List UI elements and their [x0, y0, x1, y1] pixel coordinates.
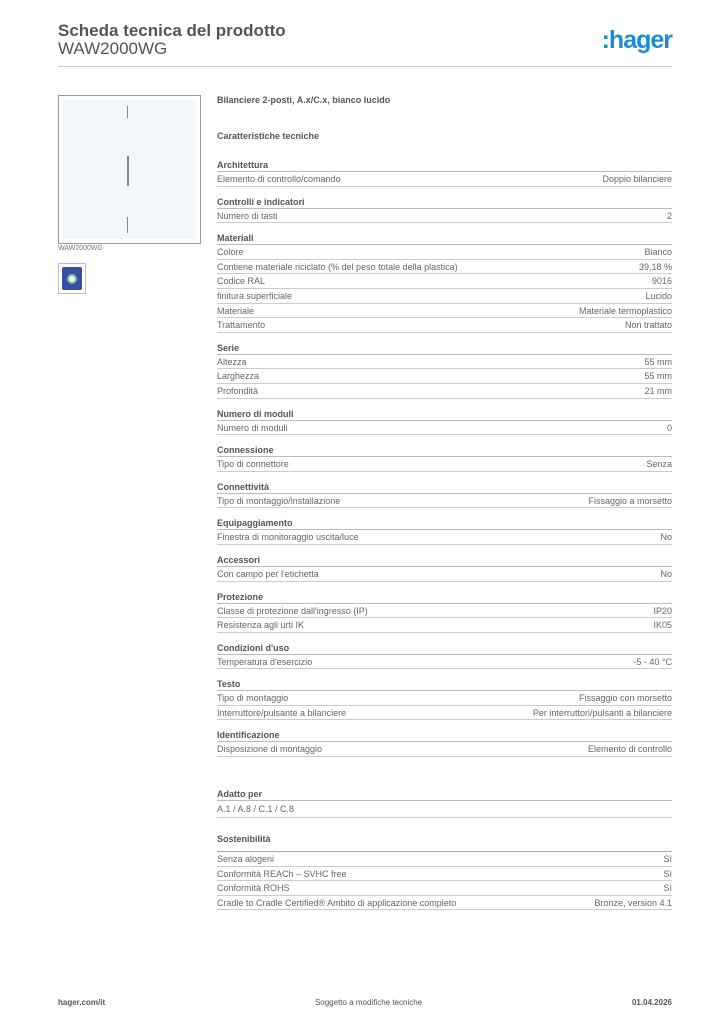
- spec-label: Classe di protezione dall'ingresso (IP): [217, 605, 368, 616]
- suitable-value: A.1 / A.8 / C.1 / C.8: [217, 804, 295, 815]
- spec-label: Materiale: [217, 305, 255, 316]
- spec-row: [217, 209, 672, 224]
- spec-row: [217, 304, 672, 319]
- spec-row: [217, 318, 672, 333]
- spec-label: Codice RAL: [217, 276, 266, 287]
- sustainability-section: [217, 832, 672, 910]
- spec-row: [217, 369, 672, 384]
- section-title: Controlli e indicatori: [217, 195, 672, 209]
- spec-value: 39,18 %: [638, 261, 672, 272]
- spec-value: Senza: [646, 459, 672, 470]
- spec-label: Larghezza: [217, 371, 260, 382]
- footer: [58, 998, 672, 1007]
- spec-section: [217, 407, 672, 436]
- product-image-label: WAW2000WG: [58, 245, 103, 252]
- spec-sheet: [217, 95, 672, 918]
- footer-website[interactable]: hager.com/it: [58, 998, 106, 1007]
- product-description: Bilanciere 2-posti, A.x/C.x, bianco lucido: [217, 95, 391, 105]
- spec-label: Tipo di connettore: [217, 459, 289, 470]
- section-title: Materiali: [217, 231, 672, 245]
- spec-section: [217, 516, 672, 545]
- spec-value: Bianco: [644, 247, 672, 258]
- spec-label: Altezza: [217, 356, 247, 367]
- spec-label: Finestra di monitoraggio uscita/luce: [217, 532, 359, 543]
- section-title: Architettura: [217, 158, 672, 172]
- spec-value: Bronze, version 4.1: [594, 897, 672, 908]
- spec-label: Colore: [217, 247, 244, 258]
- product-code: WAW2000WG: [58, 39, 168, 58]
- section-title: Connettività: [217, 480, 672, 494]
- spec-row: [217, 867, 672, 882]
- spec-label: Resistenza agli urti IK: [217, 620, 305, 631]
- section-title: Serie: [217, 341, 672, 355]
- spec-section: [217, 231, 672, 333]
- spec-section: [217, 677, 672, 720]
- spec-section: [217, 590, 672, 633]
- product-image: [58, 95, 201, 244]
- spec-section: [217, 158, 672, 187]
- spec-label: Contiene materiale riciclato (% del peso totale della plastica): [217, 261, 458, 272]
- spec-label: Numero di tasti: [217, 210, 278, 221]
- spec-section: [217, 480, 672, 509]
- spec-row: [217, 881, 672, 896]
- footer-date: 01.04.2026: [631, 998, 672, 1007]
- spec-row: [217, 742, 672, 757]
- spec-row: [217, 655, 672, 670]
- spec-row: [217, 896, 672, 911]
- spec-row: [217, 421, 672, 436]
- spec-label: Conformità ROHS: [217, 883, 290, 894]
- section-title: Accessori: [217, 553, 672, 567]
- spec-value: Fissaggio con morsetto: [578, 693, 672, 704]
- spec-label: Temperatura d'esercizio: [217, 656, 313, 667]
- spec-value: Doppio bilanciere: [602, 174, 672, 184]
- spec-section: [217, 341, 672, 399]
- spec-label: Conformità REACh – SVHC free: [217, 868, 347, 879]
- spec-value: Materiale termoplastico: [578, 305, 672, 316]
- spec-value: 0: [666, 422, 672, 433]
- spec-row: [217, 691, 672, 706]
- header-divider: [58, 66, 672, 67]
- spec-value: Per interruttori/pulsanti a bilanciere: [532, 707, 672, 718]
- spec-row: [217, 355, 672, 370]
- spec-label: finitura superficiale: [217, 290, 293, 301]
- spec-value: -5 - 40 °C: [633, 656, 672, 667]
- spec-value: Sì: [663, 883, 672, 894]
- cradle-to-cradle-badge-icon: [58, 263, 86, 294]
- spec-value: Fissaggio a morsetto: [588, 495, 672, 506]
- spec-row: [217, 274, 672, 289]
- spec-label: Tipo di montaggio/installazione: [217, 495, 341, 506]
- spec-value: 21 mm: [644, 385, 672, 396]
- spec-row: [217, 618, 672, 633]
- spec-row: [217, 706, 672, 721]
- section-title: Testo: [217, 677, 672, 691]
- spec-row: [217, 172, 672, 187]
- section-title: Equipaggiamento: [217, 516, 672, 530]
- spec-value: Elemento di controllo: [587, 744, 672, 755]
- footer-note: Soggetto a modifiche tecniche: [314, 998, 423, 1007]
- spec-value: Non trattato: [624, 320, 672, 331]
- spec-section: [217, 641, 672, 670]
- spec-row: [217, 260, 672, 275]
- section-title: Identificazione: [217, 728, 672, 742]
- spec-label: Cradle to Cradle Certified® Ambito di applicazione completo: [217, 897, 457, 908]
- spec-value: No: [660, 568, 672, 579]
- spec-value: 2: [666, 210, 672, 221]
- spec-value: 55 mm: [644, 371, 672, 382]
- page-title: Scheda tecnica del prodotto: [58, 21, 286, 40]
- section-title: Numero di moduli: [217, 407, 672, 421]
- spec-value: Lucido: [645, 290, 672, 301]
- spec-section: [217, 195, 672, 224]
- section-title: Adatto per: [217, 787, 672, 801]
- spec-row: [217, 245, 672, 260]
- spec-row: [217, 567, 672, 582]
- spec-value: IK05: [653, 620, 672, 631]
- spec-label: Numero di moduli: [217, 422, 288, 433]
- suitable-section: [217, 787, 672, 818]
- spec-label: Tipo di montaggio: [217, 693, 289, 704]
- spec-label: Trattamento: [217, 320, 266, 331]
- spec-section: [217, 553, 672, 582]
- spec-value: 9016: [651, 276, 672, 287]
- spec-label: Interruttore/pulsante a bilanciere: [217, 707, 347, 718]
- spec-label: Senza alogeni: [217, 854, 275, 865]
- spec-section: [217, 443, 672, 472]
- spec-section: [217, 728, 672, 757]
- spec-row: [217, 494, 672, 509]
- spec-value: Sì: [663, 854, 672, 865]
- spec-value: 55 mm: [644, 356, 672, 367]
- section-title: Protezione: [217, 590, 672, 604]
- spec-label: Elemento di controllo/comando: [217, 174, 341, 184]
- hager-logo: :hager: [601, 26, 672, 54]
- spec-value: No: [660, 532, 672, 543]
- section-title: Connessione: [217, 443, 672, 457]
- spec-label: Disposizione di montaggio: [217, 744, 323, 755]
- spec-value: Sì: [663, 868, 672, 879]
- section-title: Condizioni d'uso: [217, 641, 672, 655]
- spec-row: [217, 852, 672, 867]
- tech-title: Caratteristiche tecniche: [217, 131, 320, 141]
- spec-value: IP20: [653, 605, 672, 616]
- spec-row: [217, 530, 672, 545]
- spec-label: Con campo per l'etichetta: [217, 568, 319, 579]
- spec-row: [217, 384, 672, 399]
- spec-row: [217, 457, 672, 472]
- spec-row: [217, 604, 672, 619]
- spec-row: [217, 289, 672, 304]
- spec-label: Profondità: [217, 385, 259, 396]
- section-title: Sostenibilità: [217, 832, 672, 852]
